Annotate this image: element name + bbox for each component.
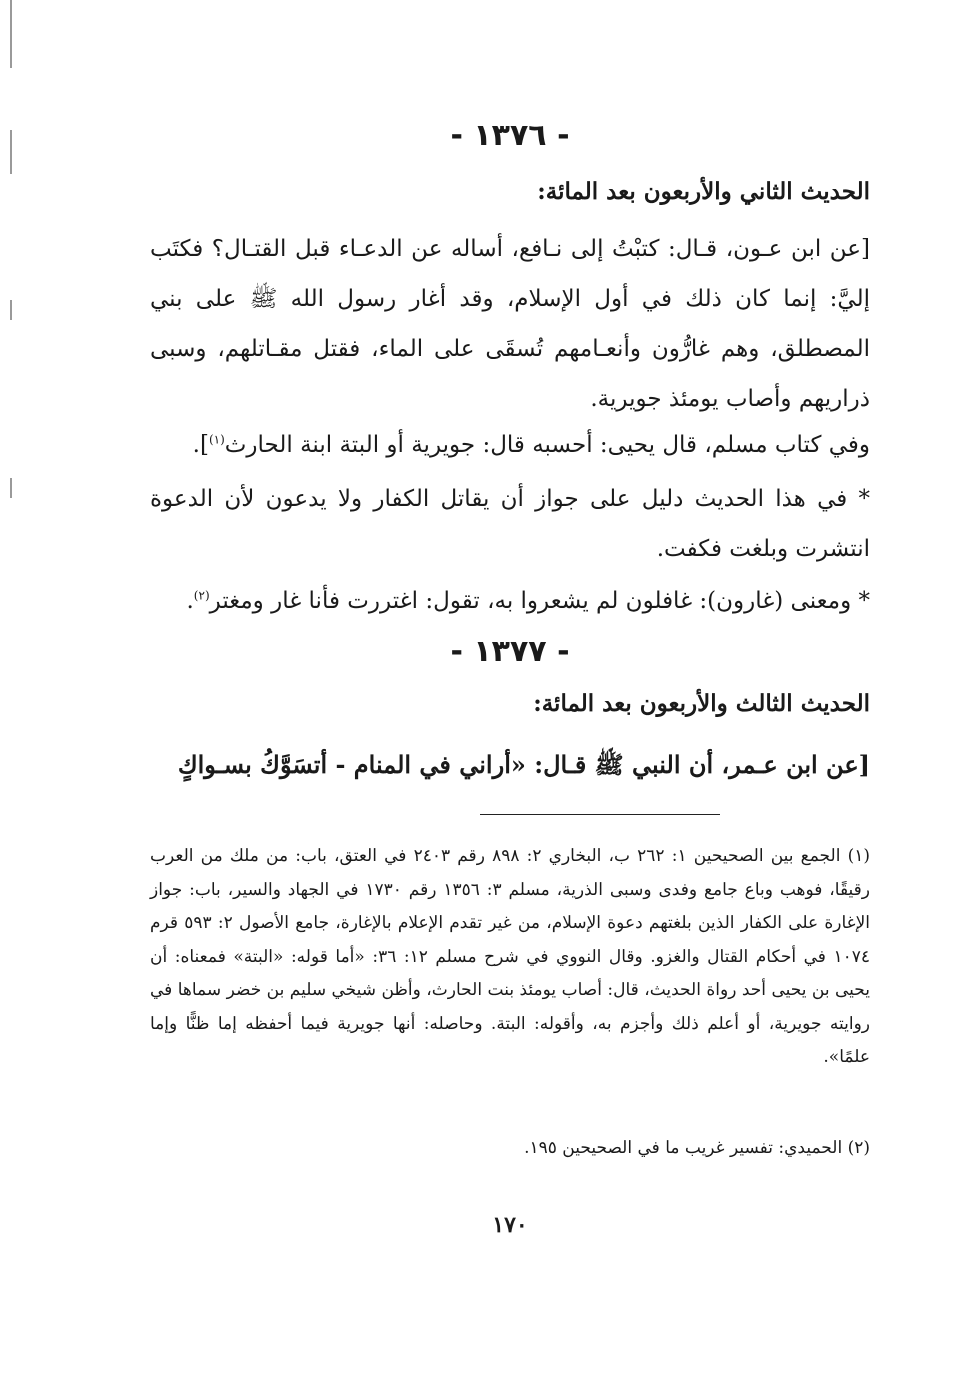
footnote-ref: (١)	[208, 432, 225, 447]
scan-edge-mark	[10, 0, 12, 68]
hadith-heading: الحديث الثالث والأربعون بعد المائة:	[533, 690, 870, 717]
footnote: (٢) الحميدي: تفسير غريب ما في الصحيحين ١٩٥.	[524, 1138, 870, 1158]
hadith-text: [عن ابن عـون، قـال: كتبْتُ إلى نـافع، أساله عن الدعـاء قبل القتـال؟ فكتَب إليَّ: إنما كان ذلك في أول الإسلام، وقد أغار رسول الله ﷺ على بني المصطلق، وهم غارُّون وأنعـامهم تُسقَى على الماء، فقتل مقـاتلهم، وسبى ذراريهم وأصاب يومئذ جويرية.	[150, 236, 870, 412]
page-number: ١٧٠	[492, 1212, 528, 1238]
commentary-bullet: * في هذا الحديث دليل على جواز أن يقاتل الكفار ولا يدعون لأن الدعوة انتشرت وبلغت فكفت.	[150, 486, 870, 562]
footnote-divider	[480, 814, 720, 815]
muslim-note-close: ].	[192, 432, 209, 458]
hadith-number: - ١٣٧٦ -	[450, 118, 570, 153]
commentary-bullet	[150, 576, 870, 626]
scan-edge-mark	[10, 478, 12, 498]
commentary-bullet-end: .	[186, 588, 194, 614]
hadith-text: [عن ابن عـمر، أن النبي ﷺ قـال: «أراني في المنام - أتسَوَّكُ بسـواكٍ	[177, 750, 870, 779]
muslim-note	[150, 420, 870, 470]
scan-edge-mark	[10, 300, 12, 320]
footnote: (١) الجمع بين الصحيحين ١: ٢٦٢ ب، البخاري ٢: ٨٩٨ رقم ٢٤٠٣ في العتق، باب: من ملك من العرب رقيقًا، فوهب وباع جامع وفدى وسبى الذرية، مسلم ٣: ١٣٥٦ رقم ١٧٣٠ في الجهاد والسير، باب: جواز الإغارة على الكفار الذين بلغتهم دعوة الإسلام، من غير تقدم الإعلام بالإغارة، جامع الأصول ٢: ٥٩٣ قرم ١٠٧٤ في أحكام القتال والغزو. وقال النووي في شرح مسلم ١٢: ٣٦: «أما قوله: «البتة» فمعناه: أن يحيى بن يحيى أحد رواة الحديث، قال: أصاب يومئذ بنت الحارث، وأظن شيخي سليم بن خضر سماها في روايته جويرية، أو أعلم ذلك وأجزم به، وأقوله: البتة. وحاصله: أنها جويرية فيما أحفظه إما ظنًّا وإما علمًا».	[150, 846, 871, 1067]
hadith-heading: الحديث الثاني والأربعون بعد المائة:	[537, 178, 870, 205]
commentary-bullet-text: * ومعنى (غارون): غافلون لم يشعروا به، تقول: اغتررت فأنا غار ومغتر	[209, 588, 870, 614]
muslim-note-text: وفي كتاب مسلم، قال يحيى: أحسبه قال: جويرية أو البتة ابنة الحارث	[224, 432, 870, 458]
hadith-number: - ١٣٧٧ -	[450, 634, 570, 669]
footnote-ref: (٢)	[193, 588, 210, 603]
scan-edge-mark	[10, 130, 12, 174]
